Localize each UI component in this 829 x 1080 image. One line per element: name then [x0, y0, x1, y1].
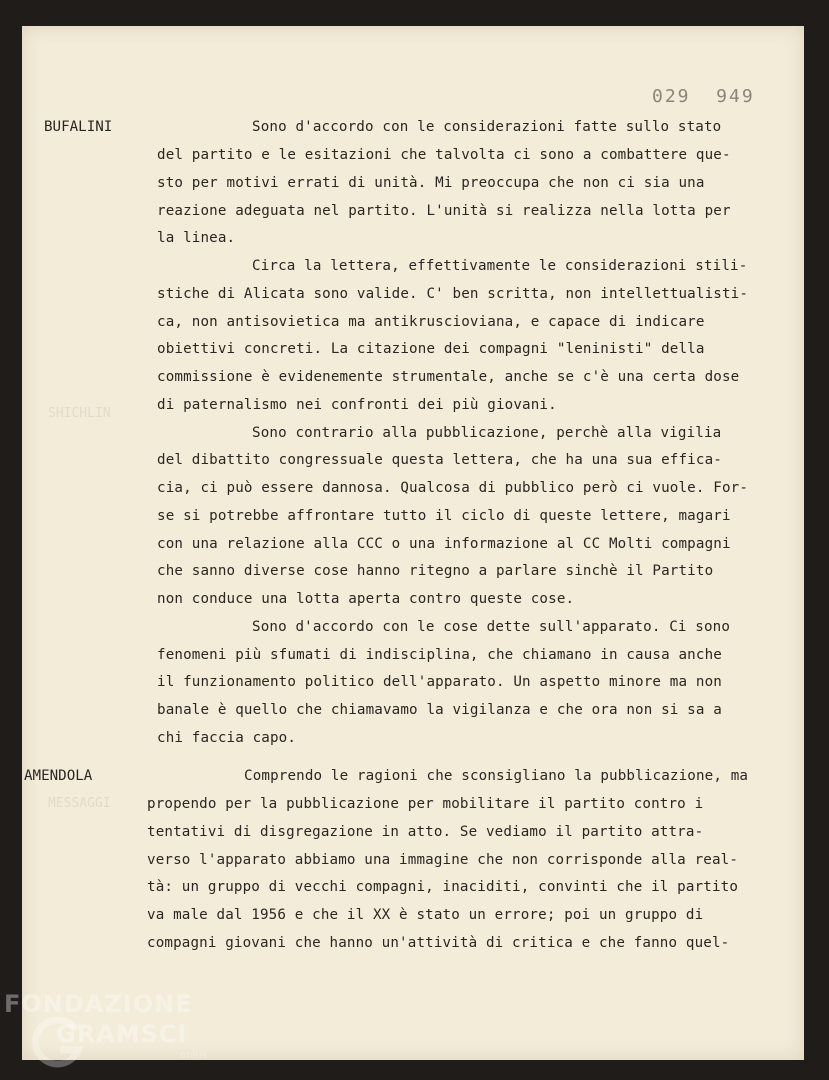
- text-line: Sono contrario alla pubblicazione, perchè alla vigilia: [252, 425, 722, 441]
- text-line: banale è quello che chiamavamo la vigilanza e che ora non si sa a: [157, 702, 722, 718]
- text-line: cia, ci può essere dannosa. Qualcosa di pubblico però ci vuole. For-: [157, 480, 749, 496]
- text-line: la linea.: [157, 230, 236, 246]
- bleed-through-text: MESSAGGI: [48, 796, 111, 811]
- text-line: obiettivi concreti. La citazione dei compagni "leninisti" della: [157, 341, 705, 357]
- bleed-through-text: SHICHLIN: [48, 406, 111, 421]
- text-line: fenomeni più sfumati di indisciplina, che chiamano in causa anche: [157, 647, 722, 663]
- text-line: del dibattito congressuale questa lettera, che ha una sua effica-: [157, 452, 722, 468]
- text-line: Sono d'accordo con le considerazioni fatte sullo stato: [252, 119, 722, 135]
- watermark-line-2: GRAMSCI: [56, 1020, 188, 1048]
- watermark-line-1: FONDAZIONE: [4, 990, 193, 1018]
- text-line: che sanno diverse cose hanno ritegno a parlare sinchè il Partito: [157, 563, 714, 579]
- text-line: propendo per la pubblicazione per mobilitare il partito contro i: [147, 796, 704, 812]
- text-line: ca, non antisovietica ma antikruscioviana, e capace di indicare: [157, 314, 705, 330]
- text-line: Comprendo le ragioni che sconsigliano la pubblicazione, ma: [244, 768, 749, 784]
- text-line: compagni giovani che hanno un'attività di critica e che fanno quel-: [147, 935, 730, 951]
- text-line: sto per motivi errati di unità. Mi preoccupa che non ci sia una: [157, 175, 705, 191]
- text-line: commissione è evidenemente strumentale, anche se c'è una certa dose: [157, 369, 740, 385]
- gramsci-g-icon: [32, 1016, 88, 1070]
- text-line: verso l'apparato abbiamo una immagine che non corrisponde alla real-: [147, 852, 739, 868]
- text-line: stiche di Alicata sono valide. C' ben scritta, non intellettualisti-: [157, 286, 749, 302]
- text-line: del partito e le esitazioni che talvolta ci sono a combattere que-: [157, 147, 731, 163]
- text-line: se si potrebbe affrontare tutto il ciclo di queste lettere, magari: [157, 508, 731, 524]
- speaker-amendola: AMENDOLA: [24, 768, 93, 784]
- text-line: non conduce una lotta aperta contro queste cose.: [157, 591, 575, 607]
- text-line: reazione adeguata nel partito. L'unità si realizza nella lotta per: [157, 203, 731, 219]
- fondazione-gramsci-watermark-logo: [4, 990, 209, 1070]
- text-line: chi faccia capo.: [157, 730, 297, 746]
- text-line: Sono d'accordo con le cose dette sull'apparato. Ci sono: [252, 619, 731, 635]
- text-line: va male dal 1956 e che il XX è stato un errore; poi un gruppo di: [147, 907, 704, 923]
- typewritten-page: [22, 26, 804, 1060]
- text-line: tà: un gruppo di vecchi compagni, inaciditi, convinti che il partito: [147, 879, 739, 895]
- watermark-sub: onlus: [180, 1050, 207, 1061]
- text-line: Circa la lettera, effettivamente le considerazioni stili-: [252, 258, 748, 274]
- speaker-bufalini: BUFALINI: [44, 119, 113, 135]
- text-line: di paternalismo nei confronti dei più giovani.: [157, 397, 557, 413]
- page-number: 029 949: [652, 86, 755, 107]
- text-line: il funzionamento politico dell'apparato. Un aspetto minore ma non: [157, 674, 722, 690]
- text-line: tentativi di disgregazione in atto. Se vediamo il partito attra-: [147, 824, 704, 840]
- text-line: con una relazione alla CCC o una informazione al CC Molti compagni: [157, 536, 731, 552]
